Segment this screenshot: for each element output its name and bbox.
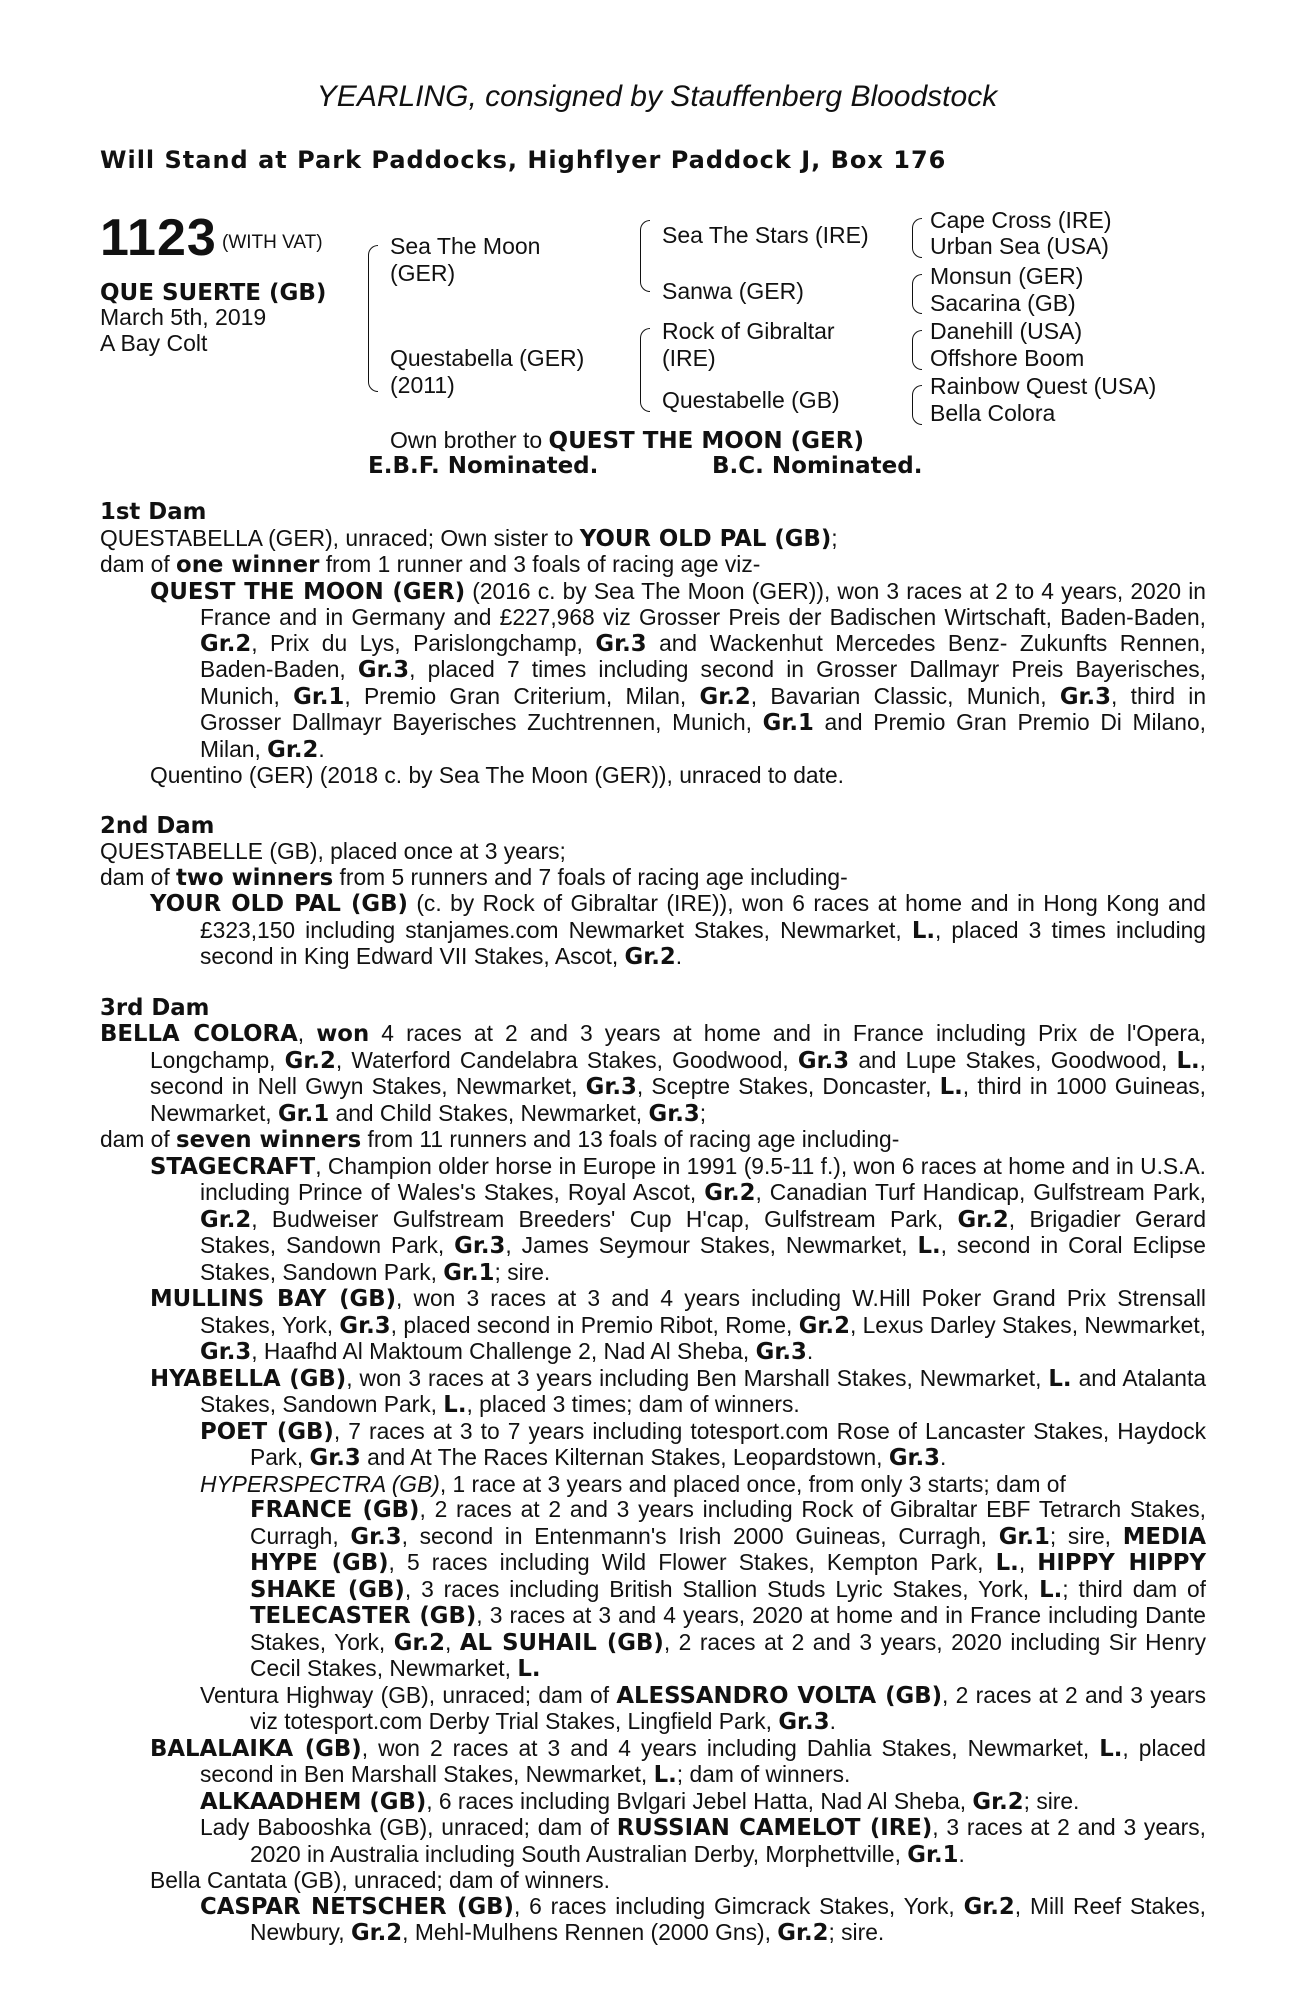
dam3-summary: dam of seven winners from 11 runners and 13 foals of racing age including- <box>100 1126 900 1153</box>
horse-description: A Bay Colt <box>100 330 208 356</box>
pedigree-g3-7: Rainbow Quest (USA) <box>930 373 1157 399</box>
own-brother-prefix: Own brother to <box>390 427 549 453</box>
pedigree-brace <box>912 218 922 258</box>
foaling-date: March 5th, 2019 <box>100 304 267 330</box>
progeny-entry: Bella Cantata (GB), unraced; dam of winners. <box>150 1867 610 1893</box>
own-brother-name: QUEST THE MOON (GER) <box>548 428 864 454</box>
progeny-entry: YOUR OLD PAL (GB) (c. by Rock of Gibraltar (IRE)), won 6 races at home and in Hong Kong and £323,150 including stanjames.com Newmarket Stakes, Newmarket, L., placed 3 times including second in King Edward VII Stakes, Ascot, Gr.2. <box>150 890 1206 970</box>
progeny-entry: POET (GB), 7 races at 3 to 7 years including totesport.com Rose of Lancaster Stakes, Haydock Park, Gr.3 and At The Races Kilternan Stakes, Leopardstown, Gr.3. <box>200 1417 1206 1471</box>
catalogue-body <box>100 500 1206 1947</box>
pedigree-g3-5: Danehill (USA) <box>930 318 1083 344</box>
pedigree-g3-1: Cape Cross (IRE) <box>930 207 1112 233</box>
ebf-nominated: E.B.F. Nominated. <box>368 453 599 479</box>
dam2-paragraph: QUESTABELLE (GB), placed once at 3 years; dam of two winners from 5 runners and 7 foals of racing age including- <box>100 838 848 891</box>
progeny-entry: CASPAR NETSCHER (GB), 6 races including Gimcrack Stakes, York, Gr.2, Mill Reef Stakes, Newbury, Gr.2, Mehl-Mulhens Rennen (2000 Gns), Gr.2; sire. <box>200 1892 1207 1946</box>
pedigree-g3-6: Offshore Boom <box>930 345 1085 371</box>
progeny-entry: Ventura Highway (GB), unraced; dam of ALESSANDRO VOLTA (GB), 2 races at 2 and 3 years viz totesport.com Derby Trial Stakes, Lingfield Park, Gr.3. <box>200 1681 1207 1735</box>
progeny-entry: BALALAIKA (GB), won 2 races at 3 and 4 years including Dahlia Stakes, Newmarket, L., placed second in Ben Marshall Stakes, Newmarket, L.; dam of winners. <box>150 1734 1206 1788</box>
pedigree-sire-country: (GER) <box>390 260 456 286</box>
pedigree-dam: Questabella (GER) <box>390 345 585 371</box>
lot-vat: (WITH VAT) <box>222 232 323 253</box>
pedigree-brace <box>368 245 378 392</box>
dam3-paragraph: BELLA COLORA, won 4 races at 2 and 3 years at home and in France including Prix de l'Opera, Longchamp, Gr.2, Waterford Candelabra Stakes, Goodwood, Gr.3 and Lupe Stakes, Goodwood, L., second in Nell Gwyn Stakes, Newmarket, Gr.3, Sceptre Stakes, Doncaster, L., third in 1000 Guineas, Newmarket, Gr.1 and Child Stakes, Newmarket, Gr.3; <box>100 1020 1207 1127</box>
pedigree-brace <box>640 220 650 292</box>
pedigree-dam-year: (2011) <box>390 372 455 398</box>
pedigree-sire: Sea The Moon <box>390 233 541 259</box>
pedigree-dam-dam: Questabelle (GB) <box>662 387 840 413</box>
horse-name: QUE SUERTE (GB) <box>100 280 327 306</box>
progeny-entry: STAGECRAFT, Champion older horse in Europe in 1991 (9.5-11 f.), won 6 races at home and in U.S.A. including Prince of Wales's Stakes, Royal Ascot, Gr.2, Canadian Turf Handicap, Gulfstream Park, Gr.2, Budweiser Gulfstream Breeders' Cup H'cap, Gulfstream Park, Gr.2, Brigadier Gerard Stakes, Sandown Park, Gr.3, James Seymour Stakes, Newmarket, L., second in Coral Eclipse Stakes, Sandown Park, Gr.1; sire. <box>150 1152 1206 1286</box>
progeny-entry: ALKAADHEM (GB), 6 races including Bvlgari Jebel Hatta, Nad Al Sheba, Gr.2; sire. <box>200 1787 1080 1815</box>
pedigree-sire-sire: Sea The Stars (IRE) <box>662 222 869 248</box>
pedigree-dam-sire: Rock of Gibraltar <box>662 318 835 344</box>
stand-location: Will Stand at Park Paddocks, Highflyer Paddock J, Box 176 <box>100 146 947 174</box>
dam1-paragraph: QUESTABELLA (GER), unraced; Own sister to YOUR OLD PAL (GB); dam of one winner from 1 runner and 3 foals of racing age viz- <box>100 524 838 578</box>
pedigree-g3-2: Urban Sea (USA) <box>930 233 1109 259</box>
progeny-entry: HYPERSPECTRA (GB), 1 race at 3 years and placed once, from only 3 starts; dam of <box>200 1470 1066 1497</box>
pedigree-g3-8: Bella Colora <box>930 400 1056 426</box>
pedigree-g3-3: Monsun (GER) <box>930 263 1084 289</box>
pedigree-sire-dam: Sanwa (GER) <box>662 278 804 304</box>
section-heading-1st-dam: 1st Dam <box>100 499 207 525</box>
pedigree-brace <box>912 274 922 314</box>
page-heading: YEARLING, consigned by Stauffenberg Bloodstock <box>316 80 998 113</box>
progeny-entry: QUEST THE MOON (GER) (2016 c. by Sea The Moon (GER)), won 3 races at 2 to 4 years, 2020 in France and in Germany and £227,968 viz Grosser Preis der Badischen Wirtschaft, Baden-Baden, Gr.2, Prix du Lys, Parislongchamp, Gr.3 and Wackenhut Mercedes Benz- Zukunfts Rennen, Baden-Baden, Gr.3, placed 7 times including second in Grosser Dallmayr Preis Bayerisches, Munich, Gr.1, Premio Gran Criterium, Milan, Gr.2, Bavarian Classic, Munich, Gr.3, third in Grosser Dallmayr Bayerisches Zuchtrennen, Munich, Gr.1 and Premio Gran Premio Di Milano, Milan, Gr.2. <box>150 577 1207 763</box>
pedigree-g3-4: Sacarina (GB) <box>930 290 1076 316</box>
pedigree-brace <box>912 385 922 425</box>
progeny-entry: Quentino (GER) (2018 c. by Sea The Moon (GER)), unraced to date. <box>150 762 844 788</box>
pedigree-brace <box>640 328 650 412</box>
bc-nominated: B.C. Nominated. <box>712 453 923 479</box>
pedigree-dam-sire-country: (IRE) <box>662 345 716 371</box>
pedigree-brace <box>912 330 922 370</box>
progeny-entry: Lady Babooshka (GB), unraced; dam of RUSSIAN CAMELOT (IRE), 3 races at 2 and 3 years, 2020 in Australia including South Australian Derby, Morphettville, Gr.1. <box>200 1814 1206 1868</box>
progeny-entry: HYABELLA (GB), won 3 races at 3 years including Ben Marshall Stakes, Newmarket, L. and Atalanta Stakes, Sandown Park, L., placed 3 times; dam of winners. <box>150 1364 1206 1418</box>
lot-number: 1123 <box>100 209 217 267</box>
section-heading-2nd-dam: 2nd Dam <box>100 812 215 839</box>
own-brother-note <box>390 427 864 454</box>
progeny-entry: FRANCE (GB), 2 races at 2 and 3 years including Rock of Gibraltar EBF Tetrarch Stakes, Curragh, Gr.3, second in Entenmann's Irish 2000 Guineas, Curragh, Gr.1; sire, MEDIA HYPE (GB), 5 races including Wild Flower Stakes, Kempton Park, L., HIPPY HIPPY SHAKE (GB), 3 races including British Stallion Studs Lyric Stakes, York, L.; third dam of TELECASTER (GB), 3 races at 3 and 4 years, 2020 at home and in France including Dante Stakes, York, Gr.2, AL SUHAIL (GB), 2 races at 2 and 3 years, 2020 including Sir Henry Cecil Stakes, Newmarket, L. <box>250 1496 1207 1682</box>
progeny-entry: MULLINS BAY (GB), won 3 races at 3 and 4 years including W.Hill Poker Grand Prix Strensall Stakes, York, Gr.3, placed second in Premio Ribot, Rome, Gr.2, Lexus Darley Stakes, Newmarket, Gr.3, Haafhd Al Maktoum Challenge 2, Nad Al Sheba, Gr.3. <box>150 1285 1206 1365</box>
section-heading-3rd-dam: 3rd Dam <box>100 994 210 1021</box>
